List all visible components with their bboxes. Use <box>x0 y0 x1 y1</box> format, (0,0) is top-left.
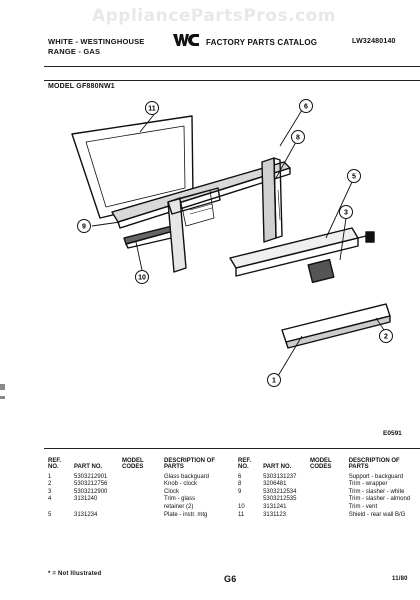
callout-5-label: 5 <box>352 173 356 181</box>
description-cell: Support - backguard <box>348 473 404 480</box>
description-cell: Trim - slasher - almond <box>348 496 411 503</box>
part-number-cell: 5303212756 <box>74 481 108 488</box>
parts-table-left <box>48 458 236 519</box>
callout-8-label: 8 <box>296 134 300 142</box>
callout-9 <box>78 220 91 233</box>
description-cell: Shield - rear wall B/G <box>348 511 406 518</box>
part-number-cell: 3206481 <box>263 481 287 488</box>
ref-header: REF. NO. <box>48 458 62 471</box>
table-row <box>48 481 236 489</box>
model-header: MODEL CODES <box>310 458 332 471</box>
part-number-cell: 5303212901 <box>74 473 108 480</box>
scan-edge-mark <box>0 396 5 399</box>
table-row <box>238 481 420 489</box>
model-code-cell <box>122 481 164 489</box>
callout-9-label: 9 <box>82 223 86 231</box>
ref-cell: 11 <box>238 511 245 518</box>
description-cell: Trim - glass <box>164 496 196 503</box>
description-cell: Trim - wrapper <box>348 481 388 488</box>
document-number: LW32480140 <box>352 38 396 45</box>
table-row <box>238 489 420 497</box>
model-code-cell <box>122 512 164 520</box>
ref-cell <box>238 496 263 504</box>
footnote: * = Not Illustrated <box>48 571 102 577</box>
description-cell: Trim - slasher - white <box>348 488 405 495</box>
model-code-cell <box>310 481 349 489</box>
description-cell: Knob - clock <box>164 481 198 488</box>
model-code-cell <box>310 474 349 482</box>
callout-10 <box>136 271 149 284</box>
part-number-cell: 3131123 <box>263 511 287 518</box>
model-label: MODEL GF880NW1 <box>48 83 115 90</box>
ref-cell: 6 <box>238 473 242 480</box>
callout-11-label: 11 <box>148 105 156 113</box>
model-code-cell <box>310 496 349 504</box>
table-rule <box>44 448 420 449</box>
part-number-cell <box>74 504 122 512</box>
model-rule <box>44 80 420 81</box>
parts-table-right <box>238 458 420 519</box>
table-row <box>238 512 420 520</box>
part-header: PART NO. <box>263 464 292 471</box>
ref-cell: 1 <box>48 473 52 480</box>
table-row <box>238 474 420 482</box>
callout-1 <box>268 374 281 387</box>
callout-10-label: 10 <box>138 274 146 282</box>
model-code-cell <box>310 504 349 512</box>
brand-line-1: WHITE - WESTINGHOUSE <box>48 37 145 46</box>
page-number: G6 <box>224 574 237 584</box>
model-code-cell <box>122 489 164 497</box>
description-cell: retainer (2) <box>164 503 194 510</box>
callout-2 <box>380 330 393 343</box>
part-wrapper-left <box>168 188 220 272</box>
description-cell: Plate - instr. mtg <box>164 511 208 518</box>
ref-cell <box>48 504 74 512</box>
exploded-parts-diagram <box>40 90 400 430</box>
callout-2-label: 2 <box>384 333 388 341</box>
part-number-cell: 3131240 <box>74 496 98 503</box>
callout-6-label: 6 <box>304 103 308 111</box>
model-code-cell <box>310 489 349 497</box>
part-instrument-plate <box>230 228 358 276</box>
ref-cell: 9 <box>238 488 242 495</box>
header-rule <box>44 66 420 67</box>
table-row <box>48 489 236 497</box>
callout-8 <box>292 131 305 144</box>
description-cell: Glass backguard <box>164 473 210 480</box>
ref-cell: 3 <box>48 488 52 495</box>
table-row <box>238 496 420 504</box>
table-row <box>48 504 236 512</box>
model-header: MODEL CODES <box>122 458 144 471</box>
model-code-cell <box>122 504 164 512</box>
part-clock-knob <box>358 232 374 242</box>
part-number-cell: 5303212534 <box>263 488 297 495</box>
ref-cell: 8 <box>238 481 242 488</box>
part-number-cell: 3131234 <box>74 511 98 518</box>
model-code-cell <box>122 474 164 482</box>
part-number-cell: 5303131237 <box>263 473 297 480</box>
callout-5 <box>348 170 361 183</box>
brand-line-2: RANGE - GAS <box>48 47 101 56</box>
table-row <box>48 512 236 520</box>
ref-cell: 2 <box>48 481 52 488</box>
scan-edge-mark <box>0 384 5 390</box>
table-row <box>48 496 236 504</box>
figure-code: E0591 <box>383 430 402 437</box>
part-clock <box>308 260 334 283</box>
ref-cell: 4 <box>48 496 52 503</box>
site-watermark: AppliancePartsPros.com <box>91 6 336 26</box>
model-code-cell <box>310 512 349 520</box>
description-header: DESCRIPTION OF PARTS <box>164 458 216 471</box>
ref-header: REF. NO. <box>238 458 252 471</box>
callout-1-label: 1 <box>272 377 276 385</box>
model-code-cell <box>122 496 164 504</box>
table-row <box>48 474 236 482</box>
callout-3-label: 3 <box>344 209 348 217</box>
table-header-row <box>238 458 420 474</box>
ref-cell: 10 <box>238 503 245 510</box>
part-number-cell: 5303212535 <box>263 496 297 503</box>
table-row <box>238 504 420 512</box>
part-glass-backguard <box>282 304 390 348</box>
description-cell: Clock <box>164 488 180 495</box>
part-number-cell: 3131241 <box>263 503 287 510</box>
print-date: 11/80 <box>392 576 408 582</box>
table-header-row <box>48 458 236 474</box>
description-header: DESCRIPTION OF PARTS <box>348 458 400 471</box>
callout-3 <box>340 206 353 219</box>
wci-logo-icon <box>172 32 200 48</box>
part-number-cell: 5303212900 <box>74 488 108 495</box>
callout-6 <box>300 100 313 113</box>
description-cell: Trim - vent <box>348 503 378 510</box>
ref-cell: 5 <box>48 511 52 518</box>
callout-11 <box>146 102 159 115</box>
catalog-title: FACTORY PARTS CATALOG <box>206 38 318 47</box>
part-header: PART NO. <box>74 464 103 471</box>
